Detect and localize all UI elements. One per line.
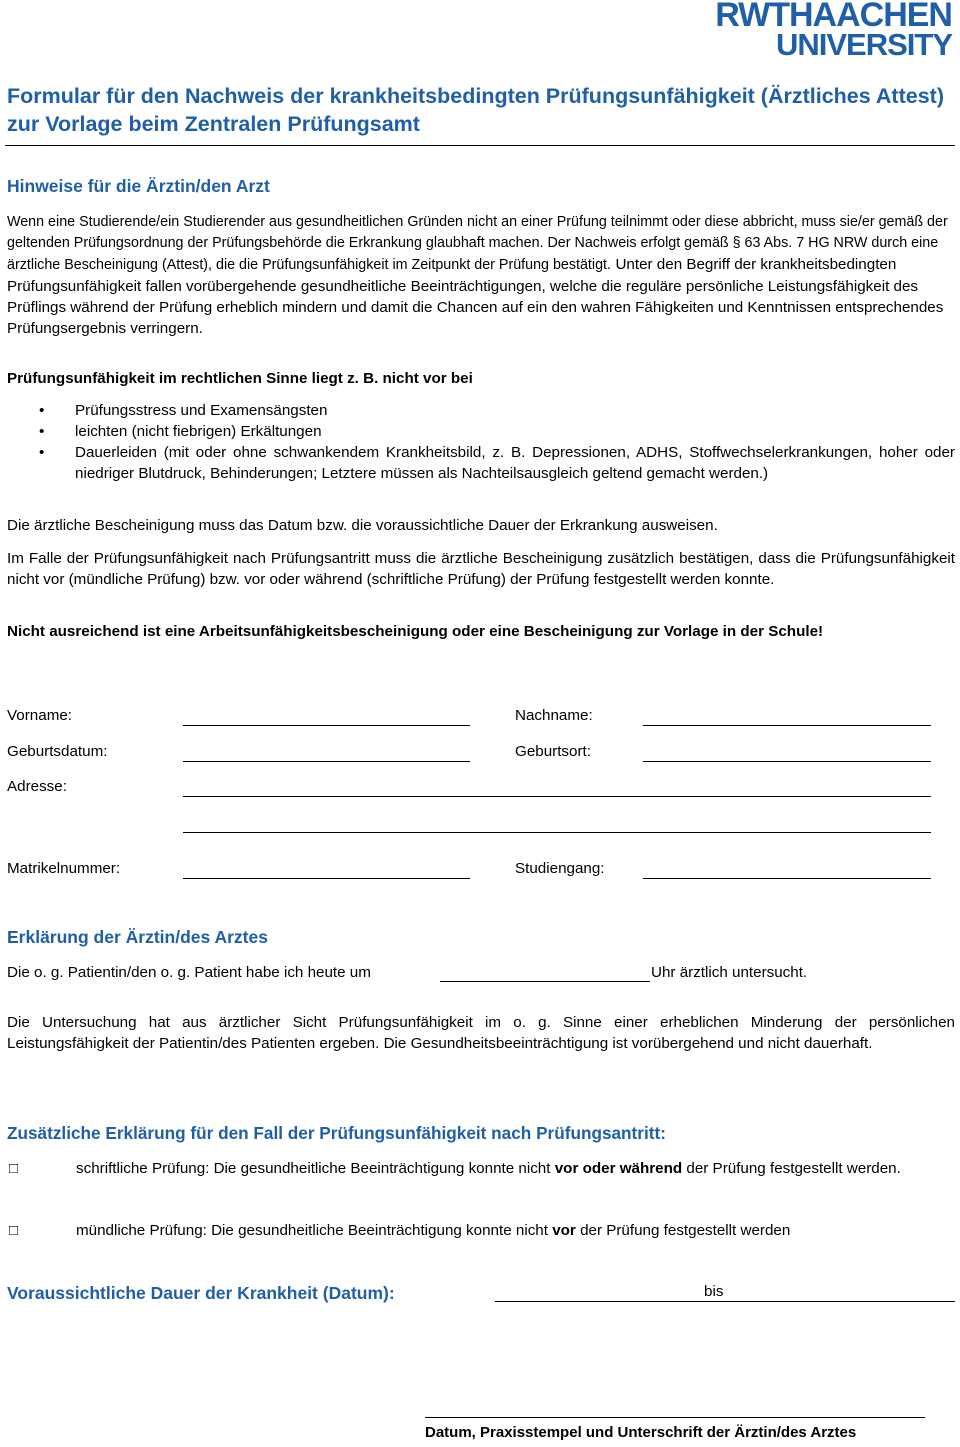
studiengang-label: Studiengang:	[515, 860, 605, 877]
dauer-field[interactable]	[495, 1301, 955, 1302]
erklaerung-heading: Erklärung der Ärztin/des Arztes	[7, 927, 268, 947]
matrikelnummer-label: Matrikelnummer:	[7, 860, 121, 877]
hinweise-warning: Nicht ausreichend ist eine Arbeitsunfähigkeitsbescheinigung oder eine Bescheinigung zur Vorlage in der Schule!	[7, 623, 824, 640]
list-item-text: Prüfungsstress und Examensängsten	[75, 402, 328, 419]
bullet-icon: •	[39, 444, 45, 461]
schriftlich-text-post: der Prüfung festgestellt werden.	[686, 1160, 901, 1177]
geburtsdatum-field[interactable]	[183, 761, 470, 762]
hinweise-intro	[7, 212, 955, 339]
logo-line-1: RWTHAACHEN	[715, 0, 952, 34]
page-title: Formular für den Nachweis der krankheitsbedingten Prüfungsunfähigkeit (Ärztliches Attest) zur Vorlage beim Zentralen Prüfungsamt	[7, 84, 944, 136]
schriftlich-text-pre: schriftliche Prüfung: Die gesundheitliche Beeinträchtigung konnte nicht	[76, 1160, 551, 1177]
hinweise-para-2: Die ärztliche Bescheinigung muss das Datum bzw. die voraussichtliche Dauer der Erkrankung ausweisen.	[7, 517, 718, 534]
hinweise-para-1: Wenn eine Studierende/ein Studierender aus gesundheitlichen Gründen nicht an einer Prüfung teilnimmt oder diese abbricht, muss sie/er gemäß der geltenden Prüfungsordnung der Prüfungsbehörde die Erkrankung glaubhaft machen. Der Nachweis erfolgt gemäß § 63 Abs. 7 HG NRW durch eine ärztliche Bescheinigung (Attest), die die Prüfungsunfähigkeit im Zeitpunkt der Prüfung bestätigt.	[7, 214, 948, 273]
signature-label: Datum, Praxisstempel und Unterschrift der Ärztin/des Arztes	[425, 1424, 857, 1441]
list-item-text: Dauerleiden (mit oder ohne schwankendem Krankheitsbild, z. B. Depressionen, ADHS, Stoffwechselerkrankungen, hoher oder niedriger Blutdruck, Behinderungen; Letztere müssen als Nachteilsausgleich geltend gemacht werden.)	[75, 444, 955, 482]
schriftlich-checkbox[interactable]: □	[9, 1160, 19, 1177]
bullet-icon: •	[39, 423, 45, 440]
muendlich-text-bold: vor	[552, 1222, 576, 1239]
muendlich-checkbox[interactable]: □	[9, 1222, 19, 1239]
muendlich-option	[76, 1220, 946, 1241]
hinweise-para-3: Im Falle der Prüfungsunfähigkeit nach Prüfungsantritt muss die ärztliche Bescheinigung zusätzlich bestätigen, dass die Prüfungsunfähigkeit nicht vor (mündliche Prüfung) bzw. vor oder während (schriftliche Prüfung) der Prüfung festgestellt werden konnte.	[7, 550, 955, 588]
list-item	[7, 421, 955, 442]
list-item-text: leichten (nicht fiebrigen) Erkältungen	[75, 423, 322, 440]
adresse-field-line-1[interactable]	[183, 796, 931, 797]
examination-time-pre: Die o. g. Patientin/den o. g. Patient habe ich heute um	[7, 964, 371, 981]
vorname-label: Vorname:	[7, 707, 73, 724]
vorname-field[interactable]	[183, 725, 470, 726]
zusatz-heading: Zusätzliche Erklärung für den Fall der Prüfungsunfähigkeit nach Prüfungsantritt:	[7, 1123, 666, 1143]
bullet-icon: •	[39, 402, 45, 419]
list-item	[7, 442, 955, 484]
not-prufungsunfahig-heading: Prüfungsunfähigkeit im rechtlichen Sinne liegt z. B. nicht vor bei	[7, 370, 473, 387]
nachname-label: Nachname:	[515, 707, 593, 724]
schriftlich-option	[76, 1158, 941, 1179]
dauer-heading: Voraussichtliche Dauer der Krankheit (Datum):	[7, 1283, 395, 1303]
erklaerung-para: Die Untersuchung hat aus ärztlicher Sicht Prüfungsunfähigkeit im o. g. Sinne einer erheblichen Minderung der persönlichen Leistungsfähigkeit der Patientin/des Patienten ergeben. Die Gesundheitsbeeinträchtigung ist vorübergehend und nicht dauerhaft.	[7, 1014, 955, 1052]
muendlich-text-post: der Prüfung festgestellt werden	[580, 1222, 791, 1239]
dauer-bis-label: bis	[704, 1283, 724, 1300]
geburtsort-label: Geburtsort:	[515, 743, 591, 760]
hinweise-heading: Hinweise für die Ärztin/den Arzt	[7, 176, 270, 196]
geburtsort-field[interactable]	[643, 761, 931, 762]
hinweise-para-1b: Unter den Begriff der krankheitsbedingten Prüfungsunfähigkeit fallen vorübergehende gesundheitliche Beeinträchtigungen, welche die reguläre persönliche Leistungsfähigkeit des Prüflings während der Prüfung erheblich mindern und damit die Chancen auf ein den wahren Fähigkeiten und Kenntnissen entsprechendes Prüfungsergebnis verringern.	[7, 256, 944, 337]
schriftlich-text-bold: vor oder während	[554, 1160, 683, 1177]
examination-time-field[interactable]	[440, 981, 650, 982]
university-logo	[715, 0, 952, 62]
muendlich-text-pre: mündliche Prüfung: Die gesundheitliche Beeinträchtigung konnte nicht	[76, 1222, 548, 1239]
geburtsdatum-label: Geburtsdatum:	[7, 743, 108, 760]
title-divider	[5, 145, 955, 146]
adresse-label: Adresse:	[7, 778, 67, 795]
logo-line-2: UNIVERSITY	[775, 26, 952, 62]
nachname-field[interactable]	[643, 725, 931, 726]
examination-time-post: Uhr ärztlich untersucht.	[651, 964, 808, 981]
list-item	[7, 400, 955, 421]
signature-field[interactable]	[425, 1417, 925, 1418]
adresse-field-line-2[interactable]	[183, 832, 931, 833]
matrikelnummer-field[interactable]	[183, 878, 470, 879]
studiengang-field[interactable]	[643, 878, 931, 879]
exclusion-list	[7, 400, 955, 484]
